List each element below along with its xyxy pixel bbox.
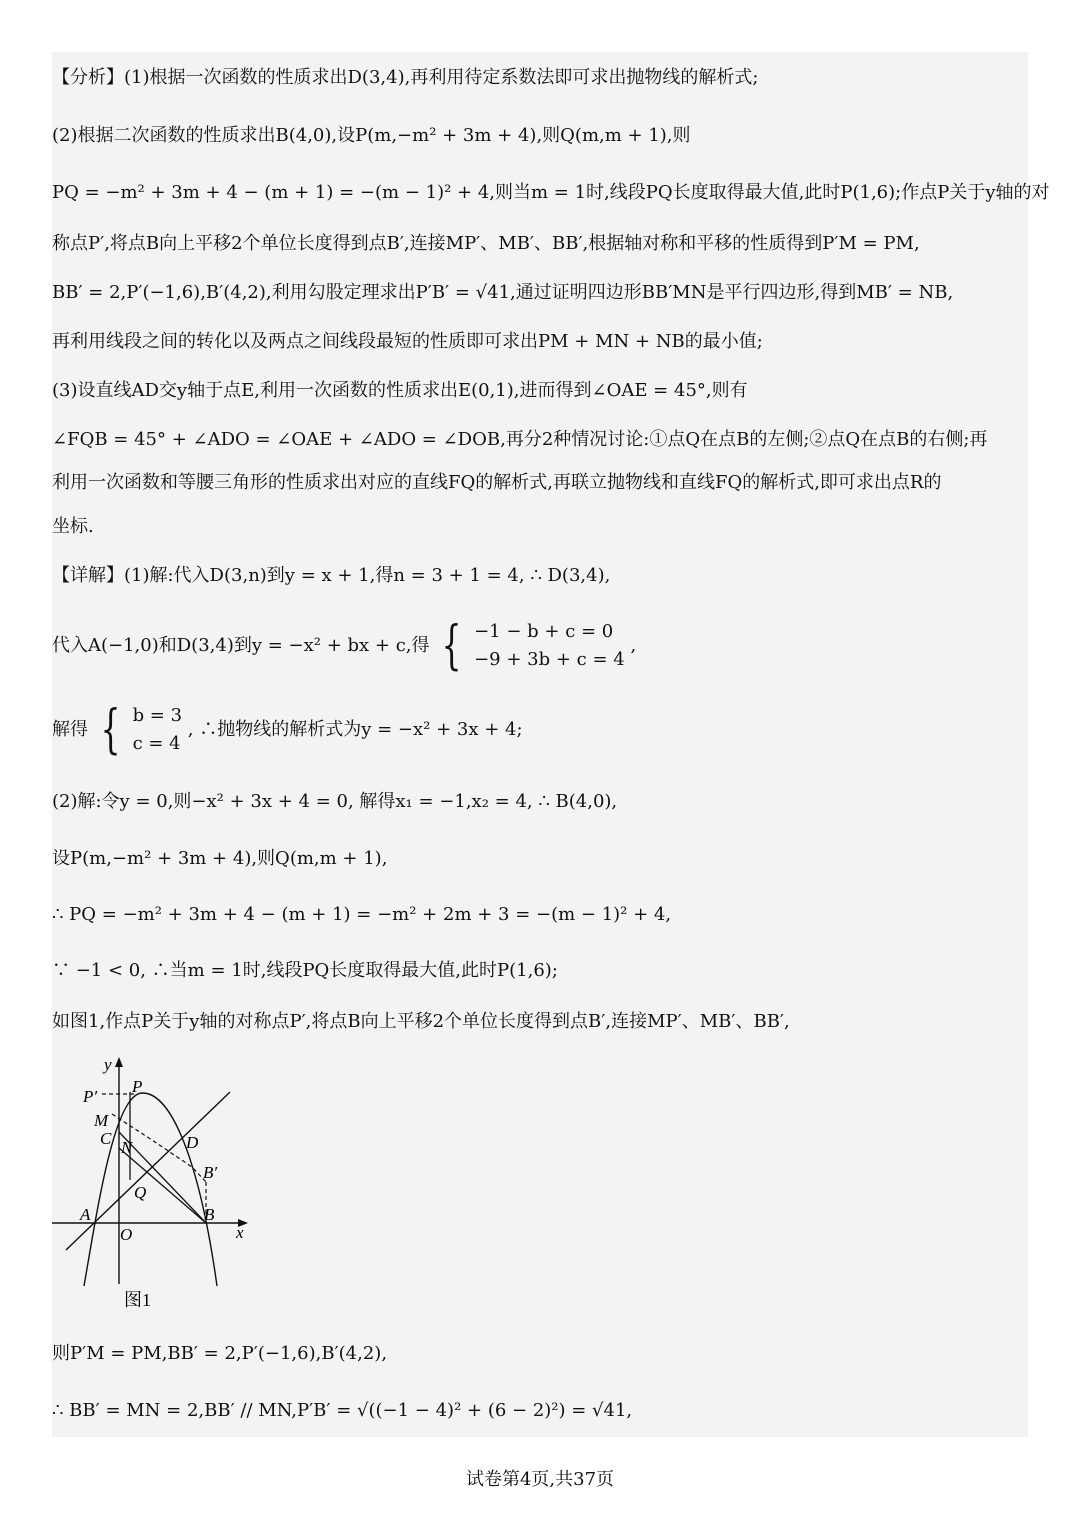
- analysis-line-4: 称点P′,将点B向上平移2个单位长度得到点B′,连接MP′、MB′、BB′,根据轴对称和平移的性质得到P′M = PM,: [52, 233, 920, 254]
- label-a: A: [80, 1205, 91, 1224]
- detail-line-9: 则P′M = PM,BB′ = 2,P′(−1,6),B′(4,2),: [52, 1343, 388, 1364]
- label-n: N: [121, 1138, 133, 1157]
- analysis-line-10: 坐标.: [52, 516, 94, 537]
- parabola-expression: , ∴抛物线的解析式为y = −x² + 3x + 4;: [187, 719, 523, 740]
- analysis-line-3: PQ = −m² + 3m + 4 − (m + 1) = −(m − 1)² + 4,则当m = 1时,线段PQ长度取得最大值,此时P(1,6);作点P关于y轴的对: [52, 182, 1050, 203]
- substitute-text: 代入A(−1,0)和D(3,4)到y = −x² + bx + c,得: [52, 635, 430, 656]
- detail-line-1: 【详解】(1)解:代入D(3,n)到y = x + 1,得n = 3 + 1 = 4, ∴ D(3,4),: [52, 565, 611, 586]
- equation-system: [474, 618, 625, 674]
- figure-caption: 图1: [124, 1290, 151, 1310]
- label-y: y: [104, 1055, 112, 1074]
- detail-line-4: (2)解:令y = 0,则−x² + 3x + 4 = 0, 解得x₁ = −1,x₂ = 4, ∴ B(4,0),: [52, 791, 618, 812]
- y-axis-arrow: [115, 1057, 123, 1067]
- label-d: D: [186, 1133, 199, 1152]
- detail-line-8: 如图1,作点P关于y轴的对称点P′,将点B向上平移2个单位长度得到点B′,连接MP′、MB′、BB′,: [52, 1011, 790, 1032]
- detail-line-6: ∴ PQ = −m² + 3m + 4 − (m + 1) = −m² + 2m + 3 = −(m − 1)² + 4,: [52, 904, 672, 925]
- solution-row: b = 3: [132, 705, 183, 726]
- solution-row: c = 4: [132, 733, 181, 754]
- label-m: M: [94, 1111, 109, 1130]
- label-p: P: [132, 1077, 143, 1096]
- analysis-line-6: 再利用线段之间的转化以及两点之间线段最短的性质即可求出PM + MN + NB的最小值;: [52, 331, 763, 352]
- equation-row: −9 + 3b + c = 4: [474, 649, 625, 670]
- solve-text: 解得: [52, 719, 88, 740]
- label-o: O: [120, 1225, 133, 1244]
- page-footer: 试卷第4页,共37页: [465, 1469, 615, 1490]
- equation-row: −1 − b + c = 0: [474, 621, 614, 642]
- brace-symbol: {: [441, 616, 462, 676]
- punctuation: ,: [630, 635, 637, 656]
- detail-line-7: ∵ −1 < 0, ∴当m = 1时,线段PQ长度取得最大值,此时P(1,6);: [52, 960, 558, 981]
- analysis-line-1: 【分析】(1)根据一次函数的性质求出D(3,4),再利用待定系数法即可求出抛物线的解析式;: [52, 67, 759, 88]
- label-c: C: [100, 1129, 112, 1148]
- label-q: Q: [134, 1183, 147, 1202]
- solution-system: [133, 702, 183, 758]
- figure-1-diagram: [52, 1052, 272, 1316]
- detail-line-5: 设P(m,−m² + 3m + 4),则Q(m,m + 1),: [52, 848, 388, 869]
- brace-symbol: {: [100, 700, 121, 760]
- detail-line-3: [52, 702, 1028, 758]
- label-b-prime: B′: [203, 1163, 218, 1182]
- analysis-line-9: 利用一次函数和等腰三角形的性质求出对应的直线FQ的解析式,再联立抛物线和直线FQ的解析式,即可求出点R的: [52, 472, 942, 493]
- detail-line-10: ∴ BB′ = MN = 2,BB′ // MN,P′B′ = √((−1 − 4)² + (6 − 2)²) = √41,: [52, 1400, 633, 1421]
- detail-line-2: [52, 618, 1028, 674]
- analysis-line-8: ∠FQB = 45° + ∠ADO = ∠OAE + ∠ADO = ∠DOB,再分2种情况讨论:①点Q在点B的左侧;②点Q在点B的右侧;再: [52, 429, 988, 450]
- label-b: B: [204, 1205, 215, 1224]
- label-p-prime: P′: [83, 1087, 98, 1106]
- analysis-line-2: (2)根据二次函数的性质求出B(4,0),设P(m,−m² + 3m + 4),则Q(m,m + 1),则: [52, 125, 691, 146]
- analysis-line-7: (3)设直线AD交y轴于点E,利用一次函数的性质求出E(0,1),进而得到∠OAE = 45°,则有: [52, 380, 748, 401]
- analysis-line-5: BB′ = 2,P′(−1,6),B′(4,2),利用勾股定理求出P′B′ = √41,通过证明四边形BB′MN是平行四边形,得到MB′ = NB,: [52, 282, 954, 303]
- label-x: x: [236, 1223, 244, 1242]
